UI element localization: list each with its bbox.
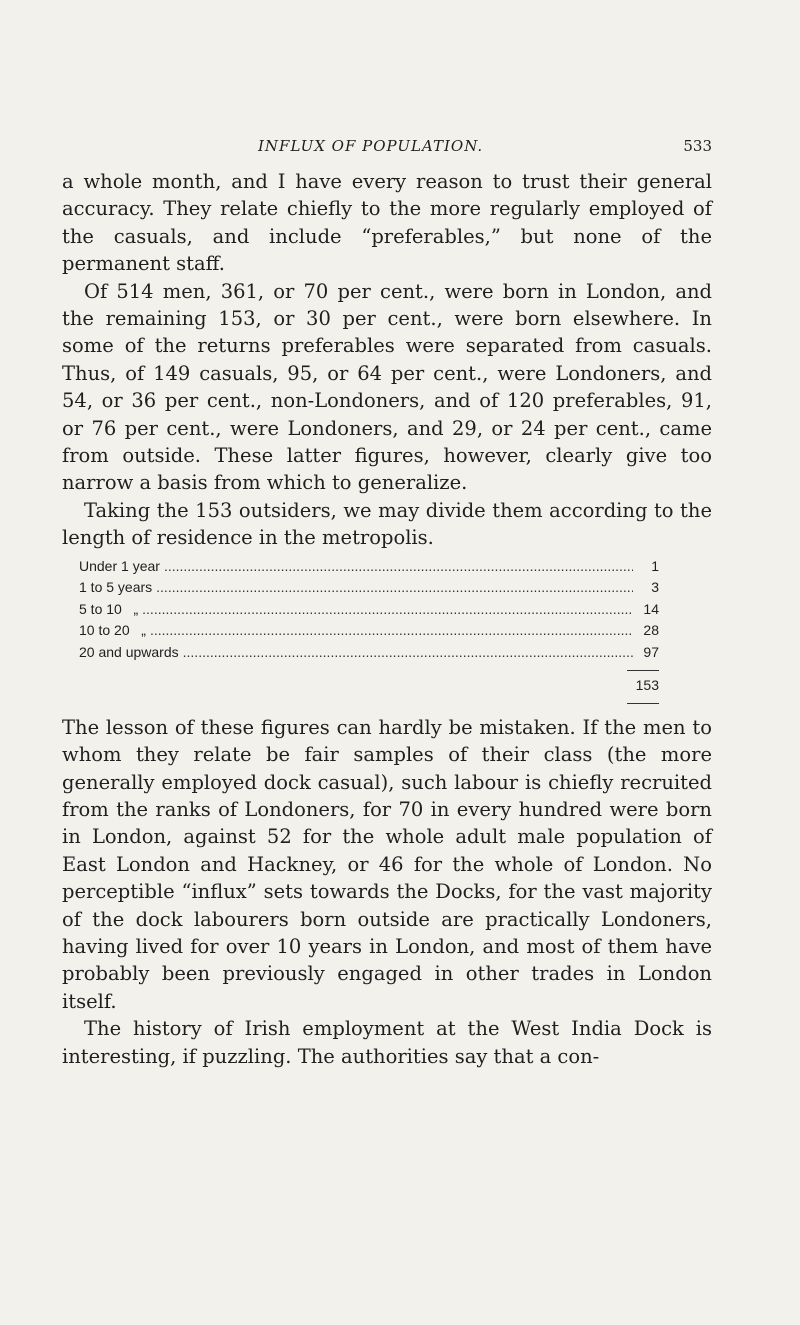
residence-table: [79, 556, 659, 704]
paragraph: The lesson of these figures can hardly be mistaken. If the men to whom they relate be fair samples of their class (the more generally employed dock casual), such labour is chiefly recruited from the ranks of Londoners, for 70 in every hundred were born in London, against 52 for the whole adult male population of East London and Hackney, or 46 for the whole of London. No perceptible “influx” sets towards the Docks, for the vast majority of the dock labourers born outside are practically Londoners, having lived for over 10 years in London, and most of them have probably been previously engaged in other trades in London itself.: [62, 715, 712, 1013]
row-label: 10 to 20 „: [79, 622, 146, 639]
row-value: 97: [643, 643, 659, 660]
leader-dots: [150, 620, 633, 642]
row-value: 3: [651, 579, 659, 596]
row-label: 5 to 10 „: [79, 600, 139, 617]
paragraph: Taking the 153 outsiders, we may divide them according to the length of residence in the metropolis.: [62, 498, 712, 550]
page-header: [62, 137, 712, 159]
paragraph: The history of Irish employment at the West India Dock is interesting, if puzzling. The authorities say that a con-: [62, 1017, 712, 1068]
row-label: 1 to 5 years: [79, 579, 153, 596]
leader-dots: [156, 577, 633, 599]
table-row: [79, 642, 659, 664]
page-number: 533: [683, 137, 712, 155]
leader-dots: [183, 642, 633, 664]
leader-dots: [142, 599, 633, 621]
leader-dots: [164, 556, 633, 578]
total-rule: [627, 670, 659, 671]
paragraph: a whole month, and I have every reason to trust their general accuracy. They relate chiefly to the more regularly employed of the casuals, and include “preferables,” but none of the permanent staff.: [62, 170, 712, 276]
table-total: 153: [635, 677, 659, 694]
table-row: [79, 556, 659, 578]
running-head: INFLUX OF POPULATION.: [258, 137, 484, 155]
table-total-row: [79, 675, 659, 697]
table-row: [79, 620, 659, 642]
paragraph: Of 514 men, 361, or 70 per cent., were born in London, and the remaining 153, or 30 per cent., were born elsewhere. In some of the returns preferables were separated from casuals. Thus, of 149 casuals, 95, or 64 per cent., were Londoners, and 54, or 36 per cent., non-Londoners, and of 120 preferables, 91, or 76 per cent., were Londoners, and 29, or 24 per cent., came from outside. These latter figures, however, clearly give too narrow a basis from which to generalize.: [62, 279, 712, 495]
row-value: 14: [643, 600, 659, 617]
table-row: [79, 577, 659, 599]
row-label: Under 1 year: [79, 557, 160, 574]
total-rule: [627, 703, 659, 704]
body-text: [62, 168, 712, 1070]
table-row: [79, 599, 659, 621]
row-value: 1: [651, 557, 659, 574]
row-value: 28: [643, 622, 659, 639]
row-label: 20 and upwards: [79, 643, 179, 660]
